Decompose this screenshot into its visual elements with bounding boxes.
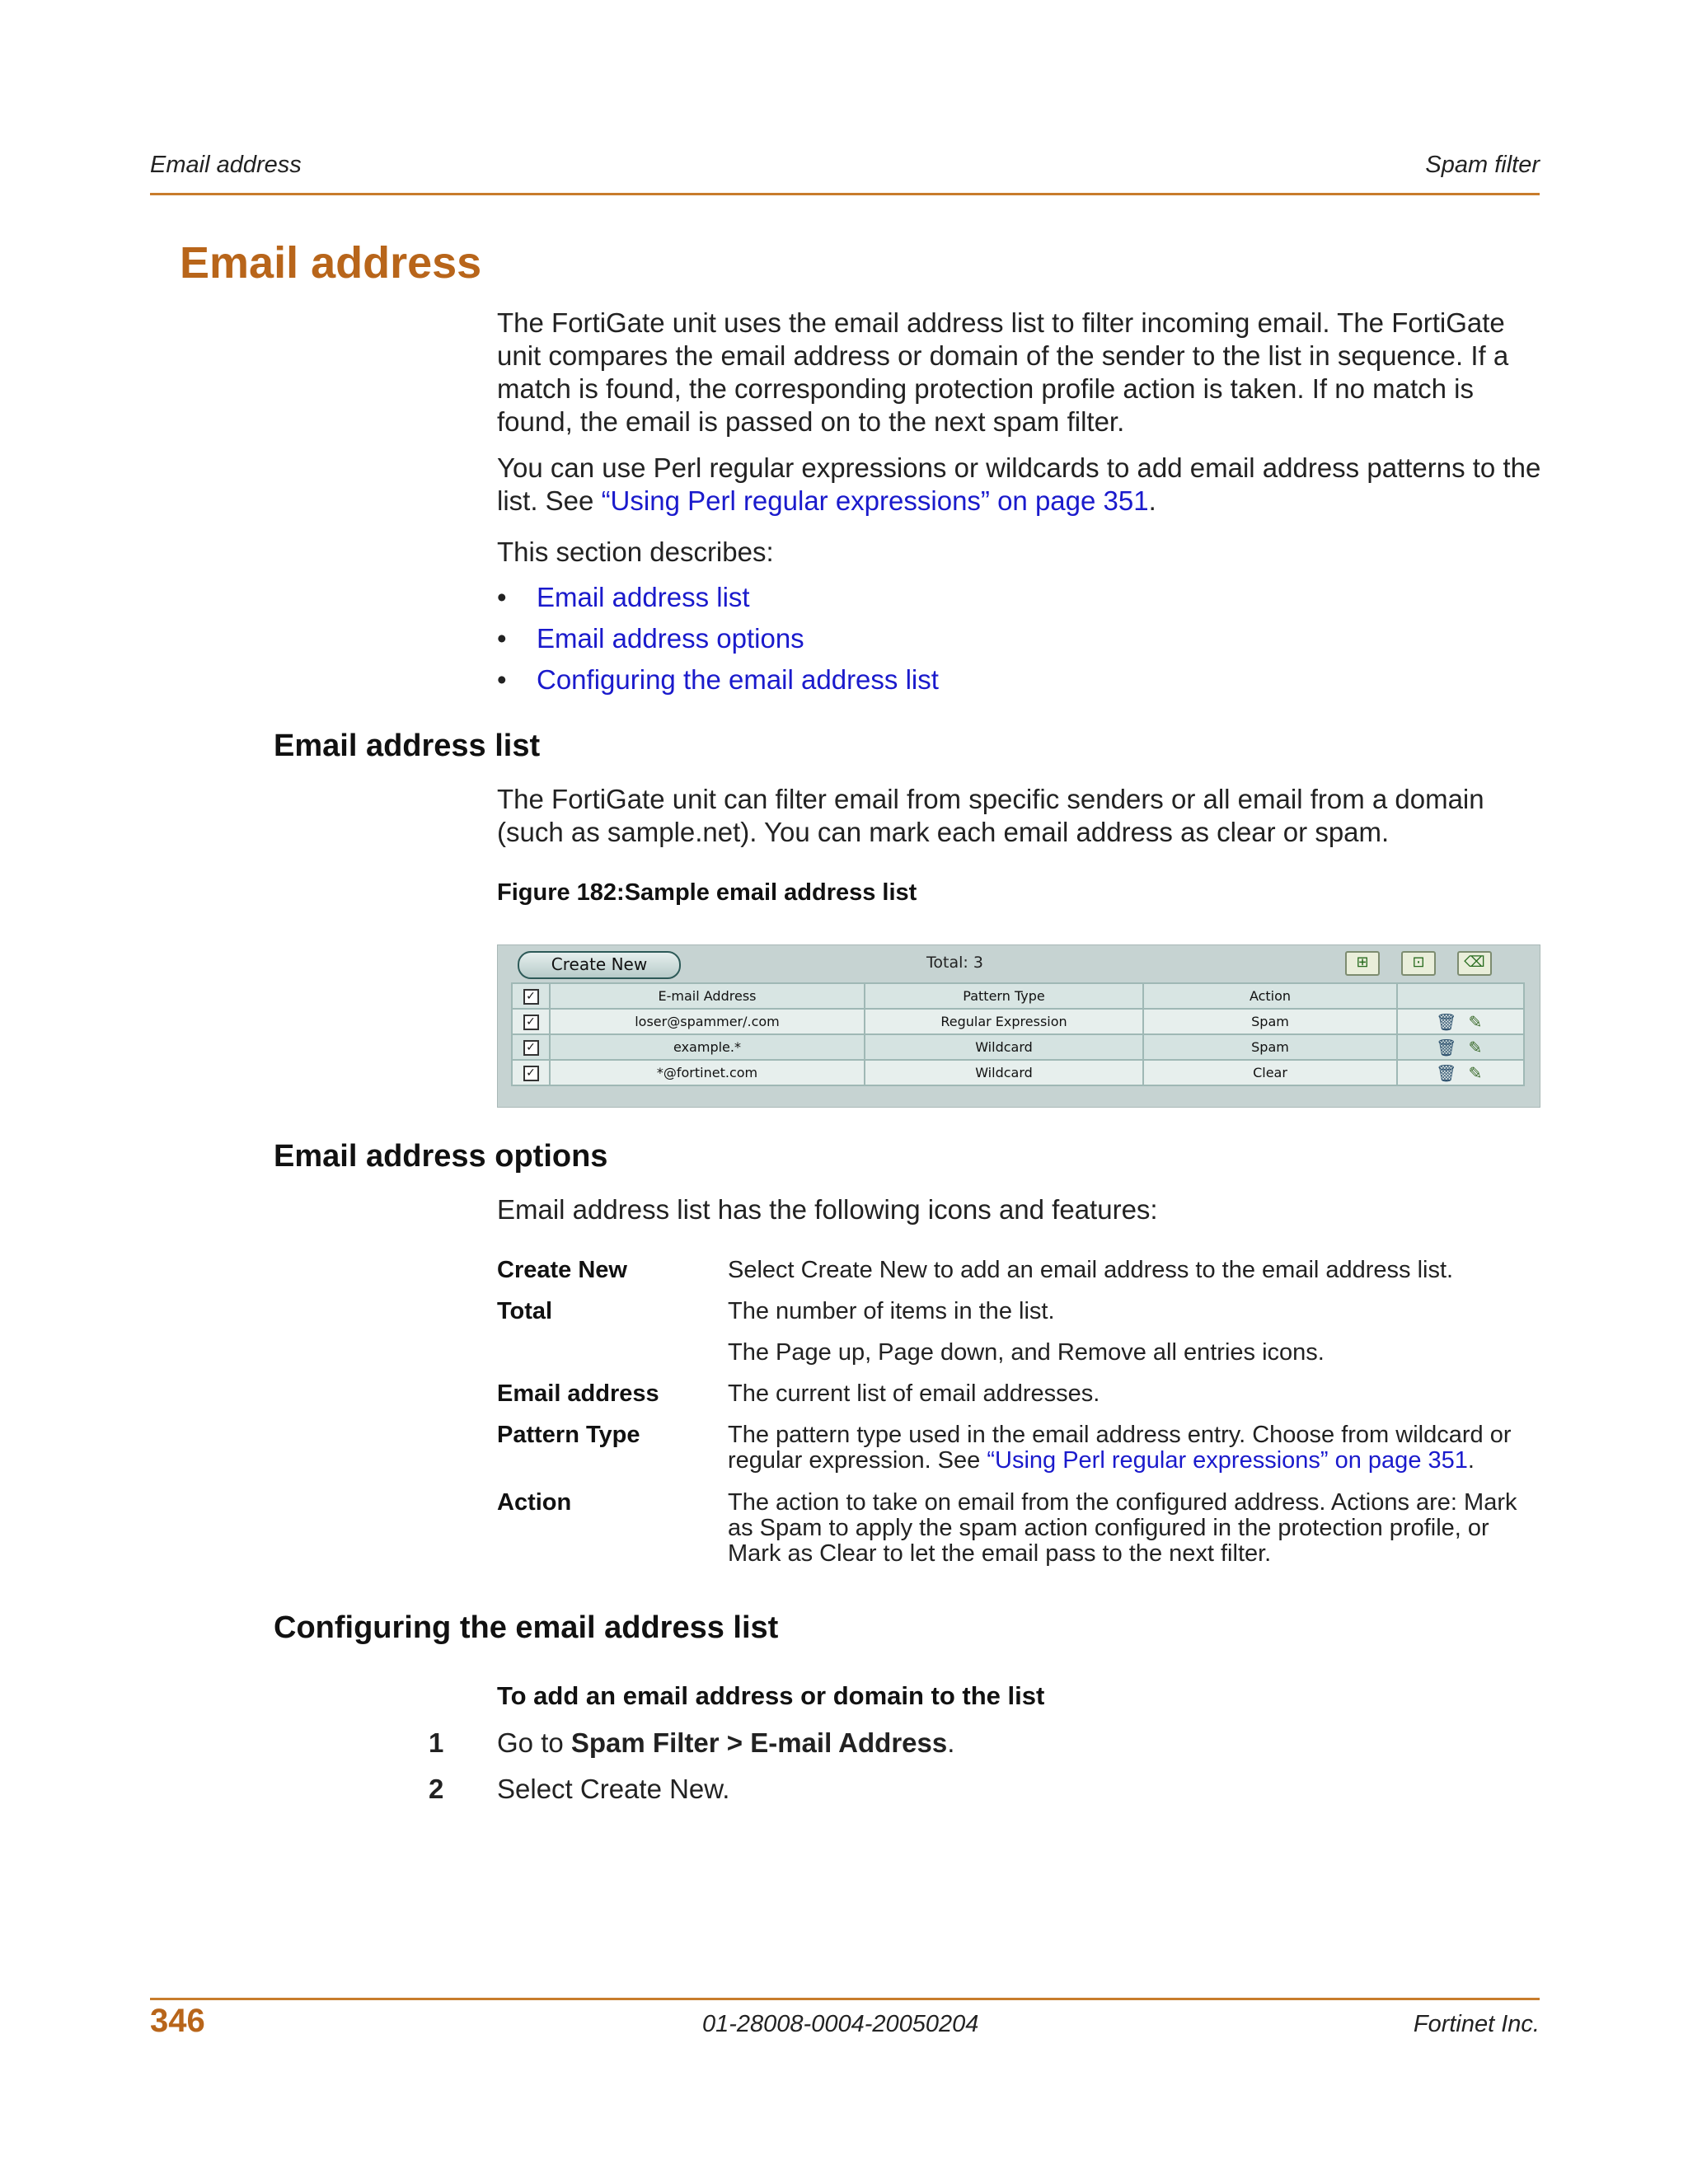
procedure-heading: To add an email address or domain to the list (497, 1681, 1045, 1710)
cell-action: Spam (1143, 1034, 1397, 1060)
intro-p2-suffix: . (1148, 485, 1156, 516)
cell-email: *@fortinet.com (550, 1060, 865, 1085)
intro-p2-text: You can use Perl regular expressions or wildcards to add email address patterns to the list. See (497, 452, 1541, 516)
step-text: Select Create New. (497, 1774, 730, 1804)
column-header-pattern: Pattern Type (865, 983, 1143, 1009)
table-header-row (512, 983, 1524, 1009)
header-chapter-name: Spam filter (1425, 152, 1540, 178)
link-email-address-list[interactable]: Email address list (537, 582, 750, 612)
row-actions (1397, 1009, 1524, 1034)
edit-icon[interactable]: ✎ (1468, 1011, 1483, 1032)
page-title: Email address (180, 238, 482, 288)
list-paragraph: The FortiGate unit can filter email from specific senders or all email from a domain (such as sample.net). You can mark each email address as clear or spam. (497, 784, 1484, 847)
email-address-table (511, 982, 1525, 1086)
trash-icon[interactable]: 🗑 (1436, 1062, 1457, 1083)
table-row (512, 1009, 1524, 1034)
definition-term: Create New (497, 1257, 627, 1283)
table-row (512, 1060, 1524, 1085)
edit-icon[interactable]: ✎ (1468, 1037, 1483, 1057)
intro-paragraph-1: The FortiGate unit uses the email address list to filter incoming email. The FortiGate unit compares the email address or domain of the sender to the list in sequence. If a match is found, the corresponding protection profile action is taken. If no match is found, the email is passed on to the next spam filter. (497, 307, 1509, 437)
remove-all-icon[interactable]: ⌫ (1457, 951, 1492, 976)
table-row (512, 1034, 1524, 1060)
definition-description: The Page up, Page down, and Remove all entries icons. (728, 1339, 1325, 1366)
row-actions (1397, 1034, 1524, 1060)
row-checkbox[interactable]: ✓ (512, 1034, 550, 1060)
definition-description: The current list of email addresses. (728, 1380, 1100, 1407)
definition-term: Total (497, 1298, 553, 1324)
company-name: Fortinet Inc. (1413, 2011, 1540, 2037)
cell-action: Spam (1143, 1009, 1397, 1034)
step-number: 1 (429, 1727, 444, 1758)
definition-description: The action to take on email from the configured address. Actions are: Mark as Spam to apply the spam action configured in the protection profile, or Mark as Clear to let the email pass to the next filter. (728, 1489, 1517, 1567)
figure-toolbar (498, 945, 1540, 978)
column-header-email: E-mail Address (550, 983, 865, 1009)
definition-text: The pattern type used in the email address entry. Choose from wildcard or regular expression. See (728, 1422, 1512, 1474)
trash-icon[interactable]: 🗑 (1436, 1037, 1457, 1057)
footer-rule (150, 1998, 1540, 2000)
cell-action: Clear (1143, 1060, 1397, 1085)
link-configuring-list[interactable]: Configuring the email address list (537, 664, 939, 695)
edit-icon[interactable]: ✎ (1468, 1062, 1483, 1083)
definition-description: The number of items in the list. (728, 1298, 1055, 1324)
header-rule (150, 193, 1540, 195)
perl-regex-link[interactable]: “Using Perl regular expressions” on page 351 (987, 1447, 1468, 1474)
cell-email: example.* (550, 1034, 865, 1060)
options-paragraph: Email address list has the following icons and features: (497, 1194, 1158, 1225)
email-address-list-screenshot (497, 944, 1540, 1108)
row-checkbox[interactable]: ✓ (512, 1060, 550, 1085)
row-checkbox[interactable]: ✓ (512, 1009, 550, 1034)
definition-term: Email address (497, 1380, 659, 1407)
page-down-icon[interactable]: ⊡ (1401, 951, 1436, 976)
select-all-checkbox[interactable]: ✓ (512, 983, 550, 1009)
total-count: Total: 3 (926, 954, 983, 972)
definition-description (728, 1422, 1544, 1474)
definition-term: Action (497, 1489, 572, 1516)
heading-email-address-list: Email address list (274, 729, 541, 763)
step-text-suffix: . (947, 1727, 955, 1758)
column-header-action: Action (1143, 983, 1397, 1009)
definition-term: Pattern Type (497, 1422, 640, 1448)
step-text-prefix: Go to (497, 1727, 571, 1758)
heading-email-address-options: Email address options (274, 1139, 608, 1174)
cell-pattern: Wildcard (865, 1034, 1143, 1060)
figure-caption: Figure 182:Sample email address list (497, 879, 917, 906)
perl-regex-link[interactable]: “Using Perl regular expressions” on page 351 (601, 485, 1149, 516)
intro-paragraph-3: This section describes: (497, 537, 774, 567)
column-header-icons (1397, 983, 1524, 1009)
definition-description: Select Create New to add an email address to the email address list. (728, 1257, 1454, 1283)
manual-page: Email address Spam filter Email address The FortiGate unit uses the email address list to filter incoming email. The FortiGate unit compares the email address or domain of the sender to the list in sequence. If a match is found, the corresponding protection profile action is taken. If no match is found, the email is passed on to the next spam filter. You can use Perl regular expressions or wildcards to add email address patterns to the list. See “Using Perl regular expressions” on page 351. This section describes: • Email address list • Email address options • Configuring the email address list Email address list The FortiGate unit can filter email from specific senders or all email from a domain (such as sample.net). You can mark each email address as clear or spam. Figure 182:Sample email address list Create New Total: 3 ⊞ ⊡ ⌫ ✓ E-mail Address Pattern Type Action ✓ loser@spammer/.com Regular Expression Spam 🗑 ✎ ✓ example.* Wildcard Spam 🗑 ✎ ✓ *@fortinet.com Wildcard Clear 🗑 ✎ Email address options Email address list has the following icons and features: Create New Select Create New to add an email address to the email address list. Total The number of items in the list. The Page up, Page down, and Remove all entries icons. Email address The current list of email addresses. Pattern Type The pattern type used in the email address entry. Choose from wildcard or regular expression. See “Using Perl regular expressions” on page 351. Action The action to take on email from the configured address. Actions are: Mark as Spam to apply the spam action configured in the protection profile, or Mark as Clear to let the email pass to the next filter. Configuring the email address list To add an email address or domain to the list 1 Go to Spam Filter > E-mail Address. 2 Select Create New. 346 01-28008-0004-20050204 Fortinet Inc. (0, 0, 1688, 2184)
link-email-address-options[interactable]: Email address options (537, 623, 804, 654)
document-number: 01-28008-0004-20050204 (702, 2011, 979, 2037)
header-section-name: Email address (150, 152, 302, 178)
page-number: 346 (150, 2003, 205, 2039)
definition-text-suffix: . (1467, 1447, 1475, 1474)
cell-pattern: Regular Expression (865, 1009, 1143, 1034)
step-number: 2 (429, 1774, 444, 1804)
step-text (497, 1727, 954, 1760)
heading-configuring-list: Configuring the email address list (274, 1610, 779, 1645)
menu-path: Spam Filter > E-mail Address (570, 1727, 948, 1758)
trash-icon[interactable]: 🗑 (1436, 1011, 1457, 1032)
row-actions (1397, 1060, 1524, 1085)
cell-pattern: Wildcard (865, 1060, 1143, 1085)
page-up-icon[interactable]: ⊞ (1345, 951, 1380, 976)
cell-email: loser@spammer/.com (550, 1009, 865, 1034)
intro-paragraph-2 (497, 452, 1544, 518)
create-new-button[interactable]: Create New (518, 951, 681, 979)
